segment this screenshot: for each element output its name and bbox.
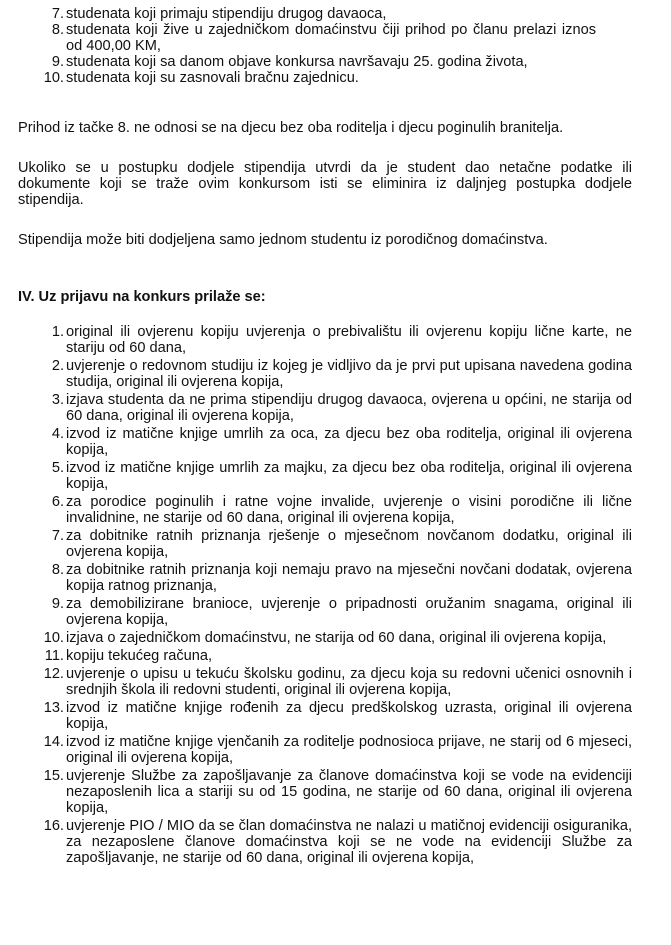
exclusion-list bbox=[43, 6, 596, 86]
elimination-note-paragraph: Ukoliko se u postupku dodjele stipendija utvrdi da je student dao netačne podatke ili dokumente koji se traže ovim konkursom isti se eliminira iz daljnjeg postupka dodjele stipendija. bbox=[18, 160, 632, 208]
list-number: 10. bbox=[43, 70, 64, 86]
list-number: 3. bbox=[51, 392, 64, 408]
list-text: izvod iz matične knjige umrlih za oca, za djecu bez oba roditelja, original ili ovjerena kopija, bbox=[66, 426, 632, 458]
list-number: 15. bbox=[43, 768, 64, 784]
list-item bbox=[44, 648, 632, 664]
list-number: 14. bbox=[43, 734, 64, 750]
requirements-list bbox=[43, 324, 632, 868]
list-item bbox=[51, 528, 632, 560]
list-text: za dobitnike ratnih priznanja koji nemaju pravo na mjesečni novčani dodatak, ovjerena kopija ratnog priznanja, bbox=[66, 562, 632, 594]
list-number: 7. bbox=[51, 6, 64, 22]
list-item bbox=[51, 460, 632, 492]
list-item bbox=[51, 562, 632, 594]
list-number: 10. bbox=[43, 630, 64, 646]
list-text: za porodice poginulih i ratne vojne invalide, uvjerenje o visini porodične ili lične invalidnine, ne starije od 60 dana, original ili ovjerena kopija, bbox=[66, 494, 632, 526]
list-text: kopiju tekućeg računa, bbox=[66, 648, 213, 664]
list-number: 2. bbox=[51, 358, 64, 374]
one-student-note-paragraph: Stipendija može biti dodjeljena samo jednom studentu iz porodičnog domaćinstva. bbox=[18, 232, 548, 248]
list-text: za demobilizirane branioce, uvjerenje o pripadnosti oružanim snagama, original ili ovjerena kopija, bbox=[66, 596, 632, 628]
list-item bbox=[43, 70, 596, 86]
list-number: 13. bbox=[43, 700, 64, 716]
list-number: 5. bbox=[51, 460, 64, 476]
list-item bbox=[51, 22, 596, 54]
list-text: izjava studenta da ne prima stipendiju drugog davaoca, ovjerena u općini, ne starija od 60 dana, original ili ovjerena kopija, bbox=[66, 392, 632, 424]
list-number: 4. bbox=[51, 426, 64, 442]
list-item bbox=[51, 426, 632, 458]
list-text: za dobitnike ratnih priznanja rješenje o mjesečnom novčanom dodatku, original ili ovjerena kopija, bbox=[66, 528, 632, 560]
list-text: uvjerenje Službe za zapošljavanje za članove domaćinstva koji se vode na evidenciji nezaposlenih lica a stariji su od 15 godina, ne starije od 60 dana, original ili ovjerena kopija, bbox=[66, 768, 632, 816]
list-text: studenata koji žive u zajedničkom domaćinstvu čiji prihod po članu prelazi iznos od 400,00 KM, bbox=[66, 22, 596, 54]
list-number: 8. bbox=[51, 562, 64, 578]
list-item bbox=[43, 818, 632, 866]
income-note-paragraph: Prihod iz tačke 8. ne odnosi se na djecu bez oba roditelja i djecu poginulih branitelja. bbox=[18, 120, 564, 136]
list-number: 11. bbox=[44, 648, 64, 664]
list-text: izjava o zajedničkom domaćinstvu, ne starija od 60 dana, original ili ovjerena kopija, bbox=[66, 630, 607, 646]
list-text: uvjerenje PIO / MIO da se član domaćinstva ne nalazi u matičnoj evidenciji osiguranika, za nezaposlene članove domaćinstva koji se ne vode na evidenciji Službe za zapošljavanje, ne starije od 60 dana, original ili ovjerena kopija, bbox=[66, 818, 632, 866]
list-number: 12. bbox=[43, 666, 64, 682]
list-item bbox=[43, 734, 632, 766]
list-item bbox=[51, 596, 632, 628]
list-item bbox=[51, 54, 596, 70]
list-item bbox=[51, 324, 632, 356]
list-item bbox=[43, 666, 632, 698]
list-number: 9. bbox=[51, 54, 64, 70]
list-item bbox=[51, 358, 632, 390]
list-text: izvod iz matične knjige vjenčanih za roditelje podnosioca prijave, ne starij od 6 mjeseci, original ili ovjerena kopija, bbox=[66, 734, 632, 766]
list-item bbox=[43, 768, 632, 816]
list-number: 9. bbox=[51, 596, 64, 612]
list-item bbox=[51, 392, 632, 424]
list-text: uvjerenje o upisu u tekuću školsku godinu, za djecu koja su redovni učenici osnovnih i srednjih škola ili redovni studenti, original ili ovjerena kopija, bbox=[66, 666, 632, 698]
list-item bbox=[51, 494, 632, 526]
list-text: original ili ovjerenu kopiju uvjerenja o prebivalištu ili ovjerenu kopiju lične karte, ne stariju od 60 dana, bbox=[66, 324, 632, 356]
list-item bbox=[51, 6, 596, 22]
list-text: studenata koji su zasnovali bračnu zajednicu. bbox=[66, 70, 359, 86]
list-number: 1. bbox=[51, 324, 64, 340]
list-text: izvod iz matične knjige rođenih za djecu predškolskog uzrasta, original ili ovjerena kopija, bbox=[66, 700, 632, 732]
list-item bbox=[43, 630, 632, 646]
section-heading: IV. Uz prijavu na konkurs prilaže se: bbox=[18, 289, 266, 305]
list-text: studenata koji primaju stipendiju drugog davaoca, bbox=[66, 6, 387, 22]
list-number: 6. bbox=[51, 494, 64, 510]
list-number: 16. bbox=[43, 818, 64, 834]
list-item bbox=[43, 700, 632, 732]
list-number: 8. bbox=[51, 22, 64, 38]
list-number: 7. bbox=[51, 528, 64, 544]
list-text: studenata koji sa danom objave konkursa navršavaju 25. godina života, bbox=[66, 54, 528, 70]
list-text: izvod iz matične knjige umrlih za majku, za djecu bez oba roditelja, original ili ovjerena kopija, bbox=[66, 460, 632, 492]
list-text: uvjerenje o redovnom studiju iz kojeg je vidljivo da je prvi put upisana navedena godina studija, original ili ovjerena kopija, bbox=[66, 358, 632, 390]
